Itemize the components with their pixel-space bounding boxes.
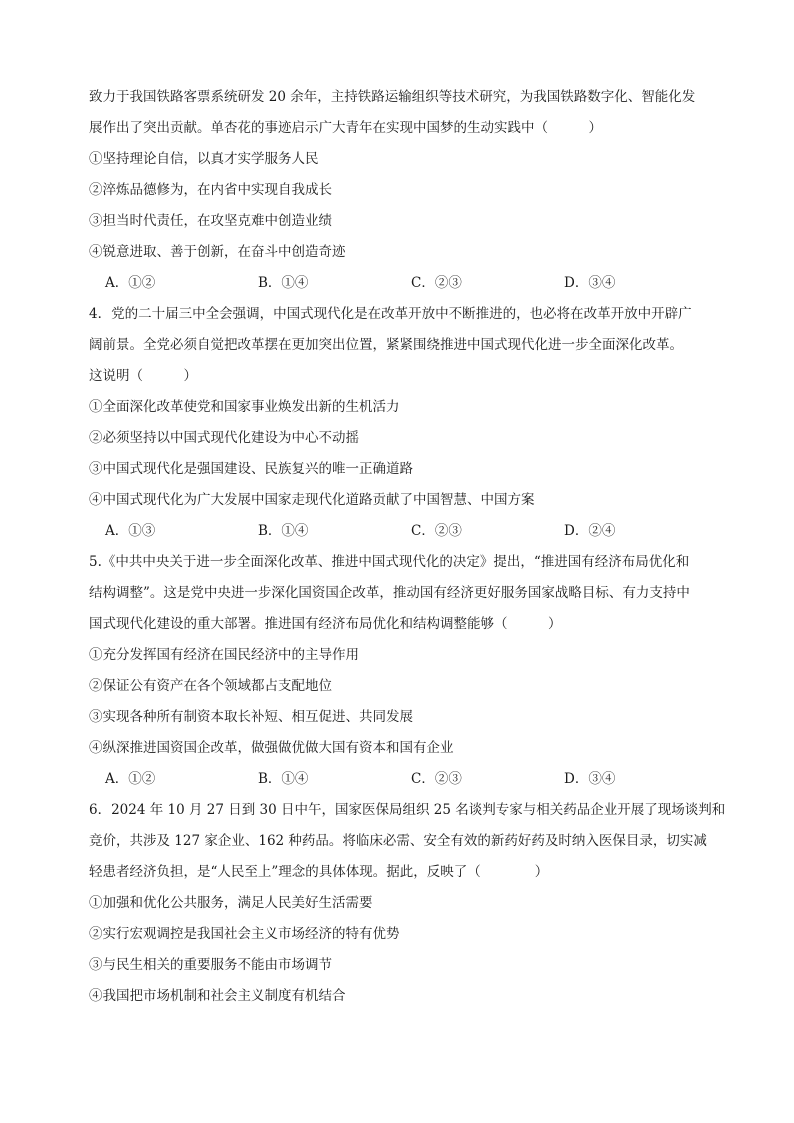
statement-option: ④中国式现代化为广大发展中国家走现代化道路贡献了中国智慧、中国方案	[89, 492, 535, 508]
answer-choices	[89, 764, 717, 795]
choice-c[interactable]: C．②③	[411, 771, 462, 787]
statement-option: ④我国把市场机制和社会主义制度有机结合	[89, 988, 346, 1004]
statement-option: ①加强和优化公共服务，满足人民美好生活需要	[89, 895, 373, 911]
statement-option: ②必须坚持以中国式现代化建设为中心不动摇	[89, 430, 359, 446]
question-stem-line: 4．党的二十届三中全会强调，中国式现代化是在改革开放中不断推进的，也必将在改革开放中开辟广	[89, 306, 692, 322]
statement-option: ①坚持理论自信，以真才实学服务人民	[89, 151, 319, 167]
question-stem-line: 轻患者经济负担，是“人民至上”理念的具体体现。据此，反映了（ ）	[89, 864, 549, 880]
choice-a[interactable]: A．①③	[105, 523, 156, 539]
statement-option: ②保证公有资产在各个领域都占支配地位	[89, 678, 332, 694]
statement-option: ①全面深化改革使党和国家事业焕发出新的生机活力	[89, 399, 400, 415]
choice-a[interactable]: A．①②	[105, 771, 156, 787]
choice-d[interactable]: D．③④	[564, 771, 616, 787]
choice-c[interactable]: C．②③	[411, 523, 462, 539]
statement-option: ③担当时代责任，在攻坚克难中创造业绩	[89, 213, 332, 229]
question-5	[89, 547, 717, 795]
statement-option: ③中国式现代化是强国建设、民族复兴的唯一正确道路	[89, 461, 413, 477]
statement-option: ④纵深推进国资国企改革，做强做优做大国有资本和国有企业	[89, 740, 454, 756]
choice-d[interactable]: D．③④	[564, 275, 616, 291]
statement-option: ③与民生相关的重要服务不能由市场调节	[89, 957, 332, 973]
choice-d[interactable]: D．②④	[564, 523, 616, 539]
question-stem-line: 国式现代化建设的重大部署。推进国有经济布局优化和结构调整能够（ ）	[89, 616, 562, 632]
question-stem-line: 结构调整”。这是党中央进一步深化国资国企改革，推动国有经济更好服务国家战略目标、有力支持中	[89, 585, 690, 601]
question-3-continued	[89, 82, 717, 299]
choice-a[interactable]: A．①②	[105, 275, 156, 291]
choice-b[interactable]: B．①④	[258, 275, 309, 291]
statement-option: ③实现各种所有制资本取长补短、相互促进、共同发展	[89, 709, 413, 725]
statement-option: ①充分发挥国有经济在国民经济中的主导作用	[89, 647, 359, 663]
question-stem-line: 5.《中共中央关于进一步全面深化改革、推进中国式现代化的决定》提出，“推进国有经济布局优化和	[89, 554, 690, 570]
question-stem-line: 竞价，共涉及 127 家企业、162 种药品。将临床必需、安全有效的新药好药及时纳入医保目录，切实减	[89, 833, 707, 849]
answer-choices	[89, 516, 717, 547]
statement-option: ④锐意进取、善于创新，在奋斗中创造奇迹	[89, 244, 346, 260]
question-4	[89, 299, 717, 547]
answer-choices	[89, 268, 717, 299]
choice-c[interactable]: C．②③	[411, 275, 462, 291]
question-stem-line: 致力于我国铁路客票系统研发 20 余年，主持铁路运输组织等技术研究，为我国铁路数字化、智能化发	[89, 89, 696, 105]
statement-option: ②实行宏观调控是我国社会主义市场经济的特有优势	[89, 926, 400, 942]
question-stem-line: 阔前景。全党必须自觉把改革摆在更加突出位置，紧紧围绕推进中国式现代化进一步全面深化改革。	[89, 337, 683, 353]
statement-option: ②淬炼品德修为，在内省中实现自我成长	[89, 182, 332, 198]
choice-b[interactable]: B．①④	[258, 523, 309, 539]
choice-b[interactable]: B．①④	[258, 771, 309, 787]
question-stem-line: 展作出了突出贡献。单杏花的事迹启示广大青年在实现中国梦的生动实践中（ ）	[89, 120, 602, 136]
question-6	[89, 795, 726, 1012]
exam-page	[89, 82, 726, 1012]
question-stem-line: 6．2024 年 10 月 27 日到 30 日中午，国家医保局组织 25 名谈判专家与相关药品企业开展了现场谈判和	[89, 802, 726, 818]
question-stem-line: 这说明（ ）	[89, 368, 197, 384]
